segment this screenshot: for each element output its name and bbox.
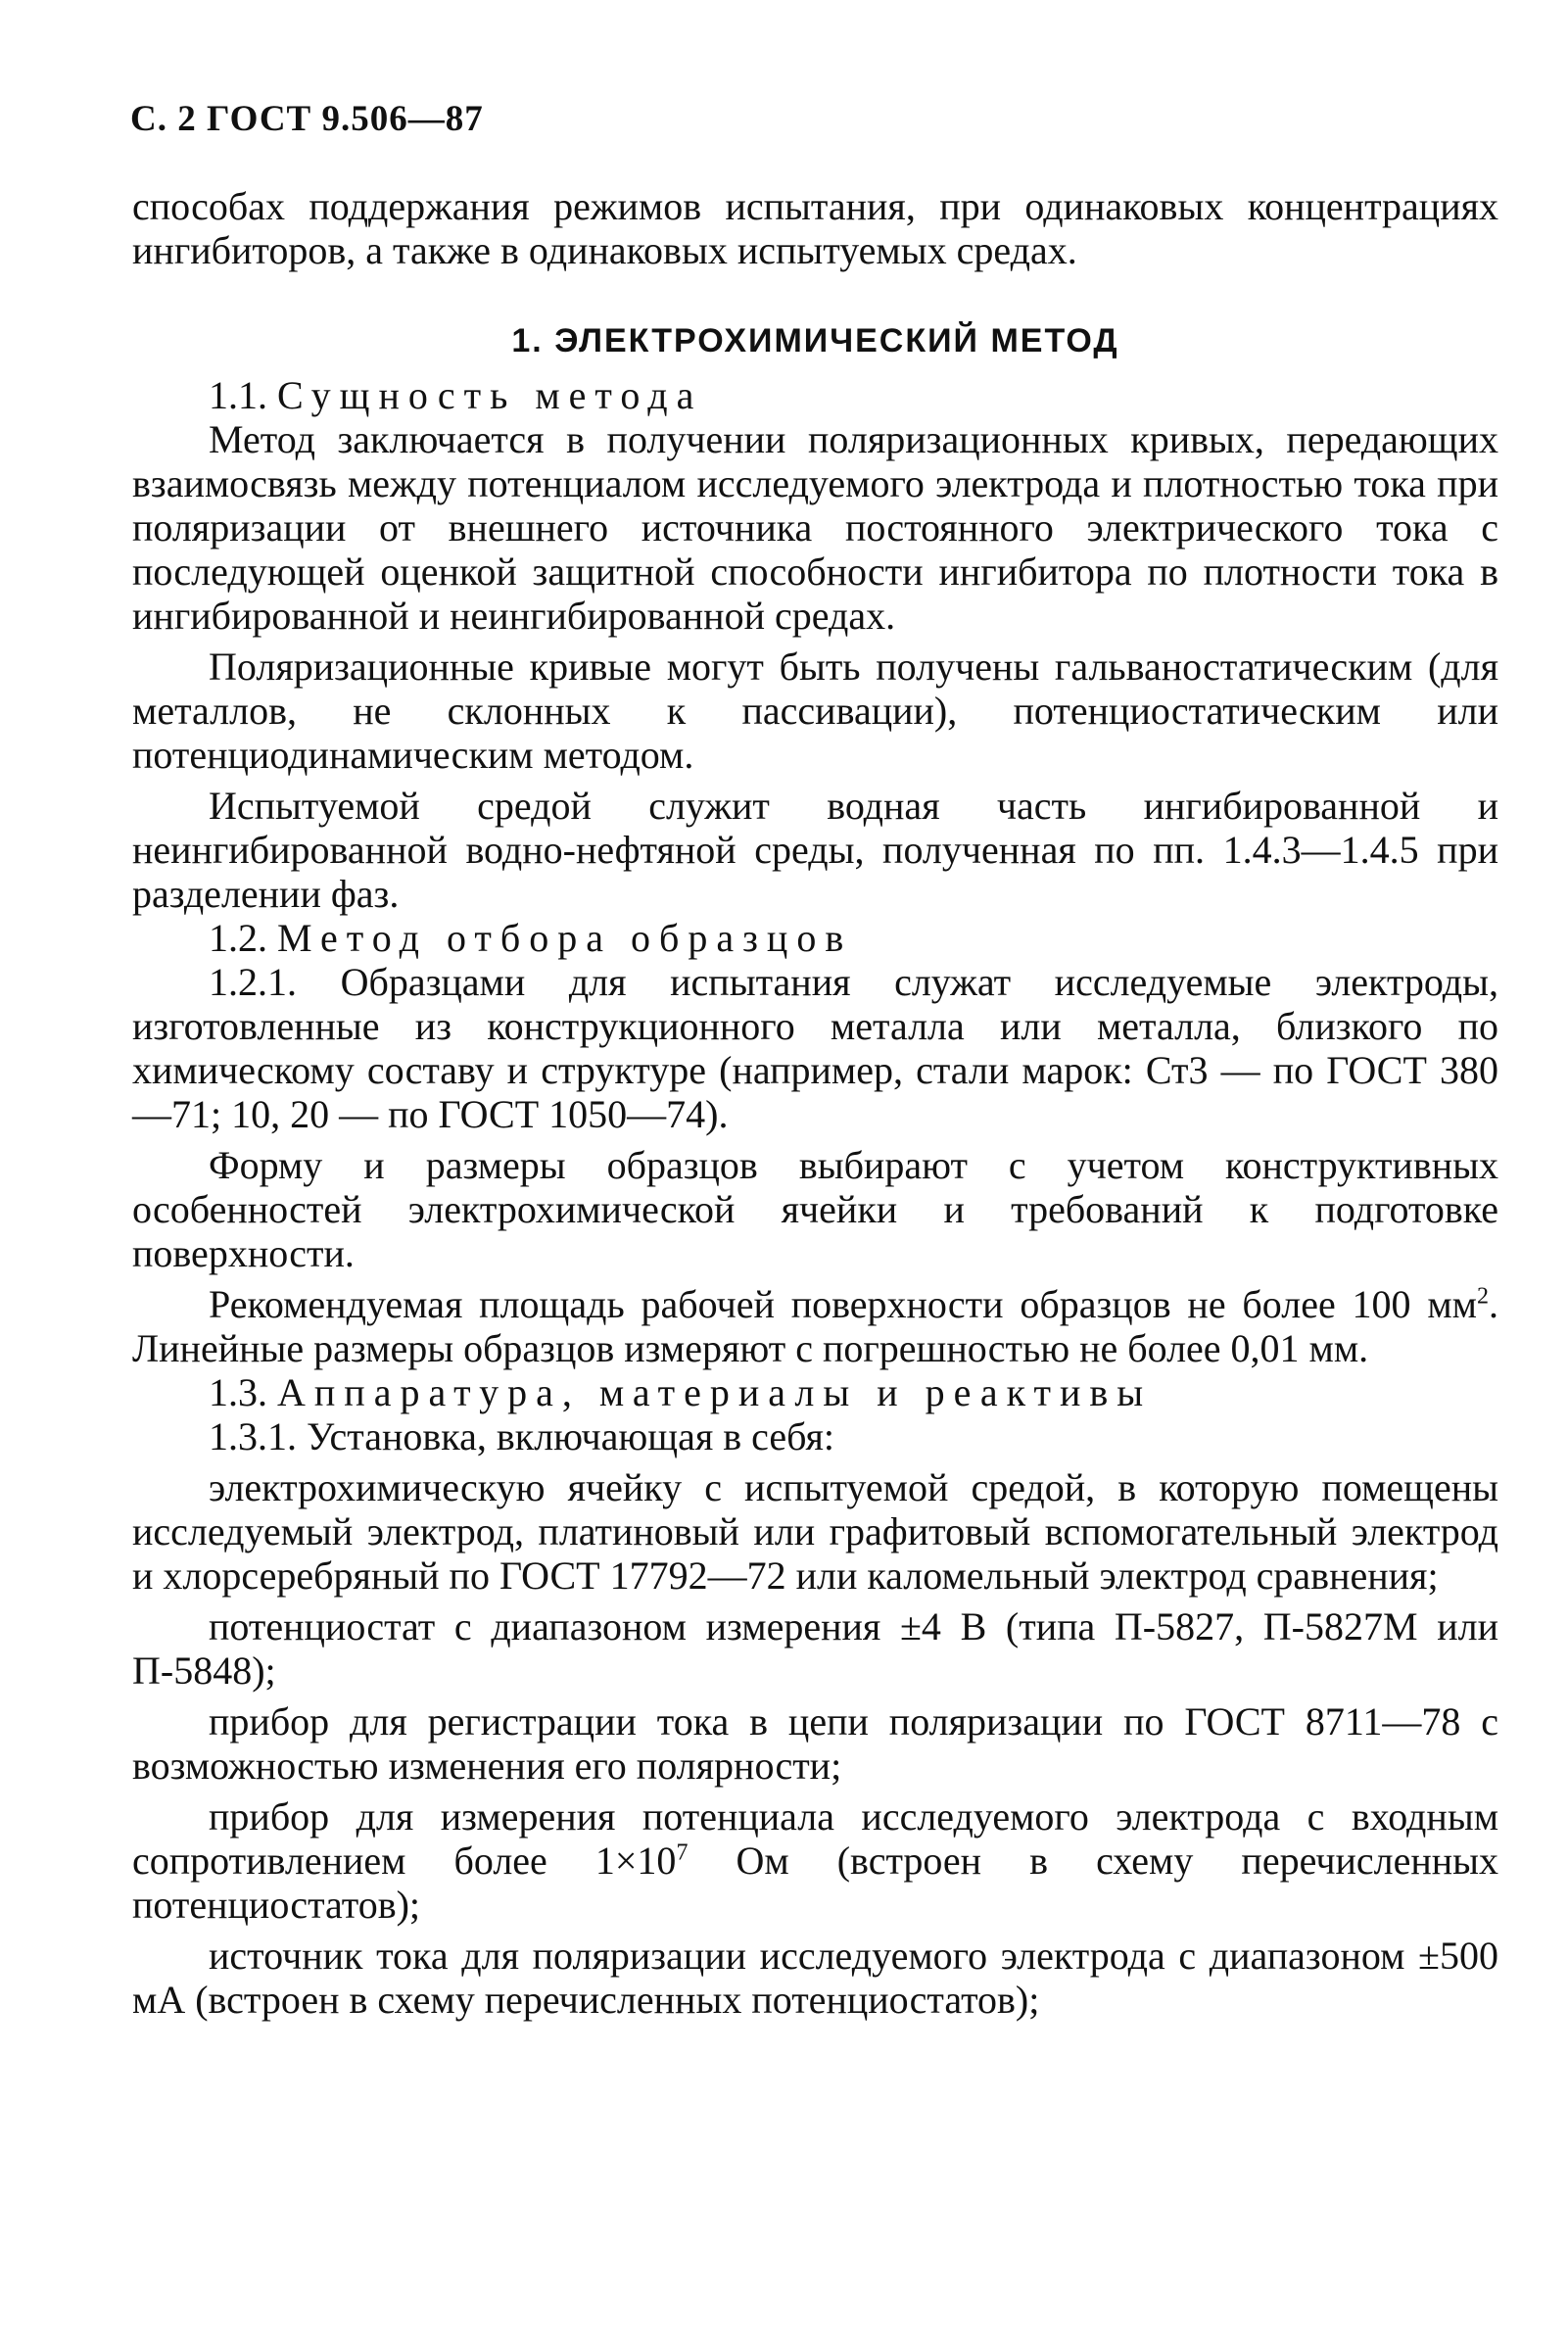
paragraph	[132, 1282, 1498, 1370]
subsection-title: Сущность метода	[277, 373, 703, 417]
paragraph: источник тока для поляризации исследуемого электрода с диапазоном ±500 мА (встроен в схему перечисленных потенциостатов);	[132, 1934, 1498, 2022]
document-body	[132, 184, 1498, 2022]
page-header: С. 2 ГОСТ 9.506—87	[130, 99, 484, 139]
paragraph: Метод заключается в получении поляризационных кривых, передающих взаимосвязь между потенциалом исследуемого электрода и плотностью тока при поляризации от внешнего источника постоянного электрического тока с последующей оценкой защитной способности ингибитора по плотности тока в ингибированной и неингибированной средах.	[132, 417, 1498, 638]
paragraph: 1.2.1. Образцами для испытания служат исследуемые электроды, изготовленные из конструкционного металла или металла, близкого по химическому составу и структуре (например, стали марок: Ст3 — по ГОСТ 380—71; 10, 20 — по ГОСТ 1050—74).	[132, 960, 1498, 1136]
paragraph: Форму и размеры образцов выбирают с учетом конструктивных особенностей электрохимической ячейки и требований к подготовке поверхности.	[132, 1143, 1498, 1275]
subsection-title: Метод отбора образцов	[277, 916, 853, 960]
paragraph: потенциостат с диапазоном измерения ±4 В (типа П-5827, П-5827М или П-5848);	[132, 1604, 1498, 1693]
paragraph: 1.3.1. Установка, включающая в себя:	[209, 1414, 834, 1458]
paragraph: Поляризационные кривые могут быть получены гальваностатическим (для металлов, не склонных к пассивации), потенциостатическим или потенциодинамическим методом.	[132, 645, 1498, 777]
paragraph: Испытуемой средой служит водная часть ингибированной и неингибированной водно-нефтяной среды, полученная по пп. 1.4.3—1.4.5 при разделении фаз.	[132, 784, 1498, 916]
superscript: 7	[676, 1839, 689, 1866]
text-fragment: . Линейные размеры образцов измеряют с погрешностью не более 0,01 мм.	[132, 1282, 1498, 1370]
text-fragment: Рекомендуемая площадь рабочей поверхности образцов не более 100 мм	[209, 1282, 1477, 1326]
paragraph: прибор для регистрации тока в цепи поляризации по ГОСТ 8711—78 с возможностью изменения его полярности;	[132, 1699, 1498, 1788]
subsection-number: 1.2.	[209, 916, 267, 960]
subsection-number: 1.3.	[209, 1370, 267, 1414]
paragraph: электрохимическую ячейку с испытуемой средой, в которую помещены исследуемый электрод, платиновый или графитовый вспомогательный электрод и хлорсеребряный по ГОСТ 17792—72 или каломельный электрод сравнения;	[132, 1465, 1498, 1598]
subsection-number: 1.1.	[209, 373, 267, 417]
paragraph	[132, 1794, 1498, 1927]
subsection-heading-1-2	[132, 916, 1498, 960]
text-fragment: Ом (встроен в схему перечисленных потенциостатов);	[132, 1839, 1499, 1927]
subsection-title: Аппаратура, материалы и реактивы	[277, 1370, 1153, 1414]
text-fragment: прибор для измерения потенциала исследуемого электрода с входным сопротивлением более 1×10	[132, 1794, 1498, 1883]
subsection-heading-1-1	[132, 373, 1498, 417]
intro-paragraph: способах поддержания режимов испытания, при одинаковых концентрациях ингибиторов, а также в одинаковых испытуемых средах.	[132, 184, 1498, 272]
section-title: 1. ЭЛЕКТРОХИМИЧЕСКИЙ МЕТОД	[511, 322, 1119, 359]
subsection-heading-1-3	[132, 1370, 1498, 1414]
superscript: 2	[1477, 1283, 1489, 1310]
